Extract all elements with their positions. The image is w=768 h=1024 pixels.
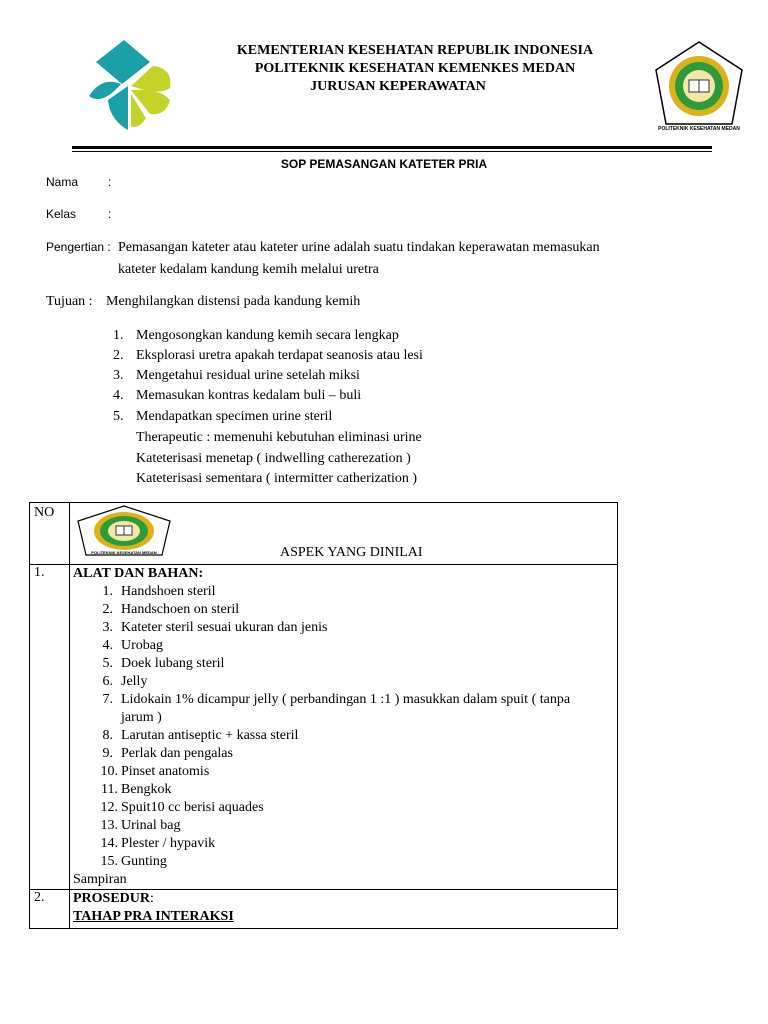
pengertian-line2: kateter kedalam kandung kemih melalui uretra bbox=[118, 262, 379, 277]
list-item bbox=[73, 799, 617, 817]
list-item bbox=[73, 817, 617, 835]
list-item-num: 2. bbox=[102, 602, 113, 617]
list-item-num: 12. bbox=[100, 800, 118, 815]
header-polytechnic: POLITEKNIK KESEHATAN KEMENKES MEDAN bbox=[254, 61, 576, 76]
tujuan-item-text: Memasukan kontras kedalam buli – buli bbox=[136, 388, 362, 403]
tujuan-kateterisasi-sementara: Kateterisasi sementara ( intermitter catherization ) bbox=[136, 471, 418, 486]
poltekkes-seal-logo bbox=[654, 40, 744, 134]
list-item-text: Jelly bbox=[121, 674, 148, 689]
row-no-text: 2. bbox=[34, 890, 45, 905]
kelas-colon: : bbox=[108, 207, 112, 221]
prosedur-heading: PROSEDUR bbox=[73, 891, 151, 906]
list-item-num: 6. bbox=[102, 674, 113, 689]
list-item-text: Urobag bbox=[121, 638, 163, 653]
list-item-text: Plester / hypavik bbox=[121, 836, 216, 851]
list-item-continuation bbox=[73, 709, 617, 727]
list-item-num: 4. bbox=[102, 638, 113, 653]
list-item bbox=[73, 691, 617, 709]
list-item-num: 10. bbox=[100, 764, 118, 779]
tujuan-item-text: Mengosongkan kandung kemih secara lengkap bbox=[136, 328, 399, 343]
list-item bbox=[73, 583, 617, 601]
tujuan-item-text: Mendapatkan specimen urine steril bbox=[136, 409, 333, 424]
list-item-text: Handschoen on steril bbox=[121, 602, 240, 617]
header-department: JURUSAN KEPERAWATAN bbox=[310, 79, 486, 94]
header-ministry: KEMENTERIAN KESEHATAN REPUBLIK INDONESIA bbox=[236, 43, 594, 58]
pengertian-line1: Pemasangan kateter atau kateter urine adalah suatu tindakan keperawatan memasukan bbox=[118, 240, 600, 255]
list-item-text: Lidokain 1% dicampur jelly ( perbandingan 1 :1 ) masukkan dalam spuit ( tanpa bbox=[121, 692, 571, 707]
list-item-num: 11. bbox=[101, 782, 118, 797]
list-item bbox=[73, 835, 617, 853]
list-item bbox=[73, 763, 617, 781]
aspek-header bbox=[70, 503, 618, 565]
list-item bbox=[73, 727, 617, 745]
row-alat-bahan bbox=[30, 565, 618, 890]
list-item-text: Kateter steril sesuai ukuran dan jenis bbox=[121, 620, 328, 635]
tujuan-item-num: 2. bbox=[113, 348, 124, 363]
row-no bbox=[30, 565, 70, 890]
no-header-text: NO bbox=[34, 505, 55, 520]
list-item-num: 3. bbox=[102, 620, 113, 635]
list-item-num: 1. bbox=[102, 584, 113, 599]
tahap-pra-interaksi-heading: TAHAP PRA INTERAKSI bbox=[73, 909, 234, 924]
tujuan-label: Tujuan : bbox=[46, 294, 93, 309]
list-item bbox=[73, 655, 617, 673]
table-header-row bbox=[30, 503, 618, 565]
no-header bbox=[30, 503, 70, 565]
pengertian-label: Pengertian : bbox=[46, 240, 111, 254]
document-title: SOP PEMASANGAN KATETER PRIA bbox=[280, 157, 488, 171]
list-item-text: Bengkok bbox=[121, 782, 172, 797]
list-item bbox=[73, 673, 617, 691]
row-no-text: 1. bbox=[34, 565, 45, 580]
nama-colon: : bbox=[108, 175, 112, 189]
list-item-text: Perlak dan pengalas bbox=[121, 746, 233, 761]
header-rule-thin bbox=[72, 151, 712, 152]
list-item bbox=[73, 619, 617, 637]
tujuan-kateterisasi-menetap: Kateterisasi menetap ( indwelling catherezation ) bbox=[136, 451, 411, 466]
tujuan-text: Menghilangkan distensi pada kandung kemih bbox=[106, 294, 361, 309]
tujuan-therapeutic: Therapeutic : memenuhi kebutuhan eliminasi urine bbox=[136, 430, 422, 445]
tujuan-item-num: 1. bbox=[113, 328, 124, 343]
list-item-num: 8. bbox=[102, 728, 113, 743]
row-content bbox=[70, 890, 618, 929]
list-item-text: Larutan antiseptic + kassa steril bbox=[121, 728, 299, 743]
kelas-label: Kelas bbox=[46, 207, 77, 221]
list-item bbox=[73, 853, 617, 871]
row-content bbox=[70, 565, 618, 890]
list-item-text: Doek lubang steril bbox=[121, 656, 225, 671]
assessment-table bbox=[29, 502, 618, 929]
list-item-text: Gunting bbox=[121, 854, 167, 869]
list-item bbox=[73, 601, 617, 619]
tujuan-item-text: Eksplorasi uretra apakah terdapat seanosis atau lesi bbox=[136, 348, 423, 363]
row-prosedur bbox=[30, 890, 618, 929]
list-item-text: Pinset anatomis bbox=[121, 764, 210, 779]
list-item-num: 15. bbox=[100, 854, 118, 869]
header-rule-thick bbox=[72, 146, 712, 149]
list-item bbox=[73, 637, 617, 655]
tujuan-item-num: 5. bbox=[113, 409, 124, 424]
list-item-num: 9. bbox=[102, 746, 113, 761]
seal-caption: POLITEKNIK KESEHATAN MEDAN bbox=[91, 550, 157, 555]
row-no bbox=[30, 890, 70, 929]
list-item-num: 5. bbox=[102, 656, 113, 671]
poltekkes-seal-logo bbox=[76, 505, 172, 559]
list-item-text: jarum ) bbox=[121, 710, 162, 725]
list-item-num: 7. bbox=[102, 692, 113, 707]
list-item bbox=[73, 745, 617, 763]
prosedur-heading-line bbox=[73, 890, 617, 908]
aspek-header-text: ASPEK YANG DINILAI bbox=[280, 545, 423, 560]
list-item-text: Handshoen steril bbox=[121, 584, 216, 599]
seal-caption: POLITEKNIK KESEHATAN MEDAN bbox=[658, 126, 740, 132]
tujuan-item-num: 4. bbox=[113, 388, 124, 403]
list-item bbox=[73, 781, 617, 799]
sampiran-label: Sampiran bbox=[73, 872, 127, 887]
nama-label: Nama bbox=[46, 175, 79, 189]
list-item-text: Urinal bag bbox=[121, 818, 181, 833]
prosedur-heading-colon: : bbox=[150, 891, 154, 906]
list-item-num: 14. bbox=[100, 836, 118, 851]
tujuan-item-num: 3. bbox=[113, 368, 124, 383]
list-item-num: 13. bbox=[100, 818, 118, 833]
list-item-text: Spuit10 cc berisi aquades bbox=[121, 800, 264, 815]
alat-bahan-heading: ALAT DAN BAHAN: bbox=[73, 566, 204, 581]
tujuan-item-text: Mengetahui residual urine setelah miksi bbox=[136, 368, 360, 383]
